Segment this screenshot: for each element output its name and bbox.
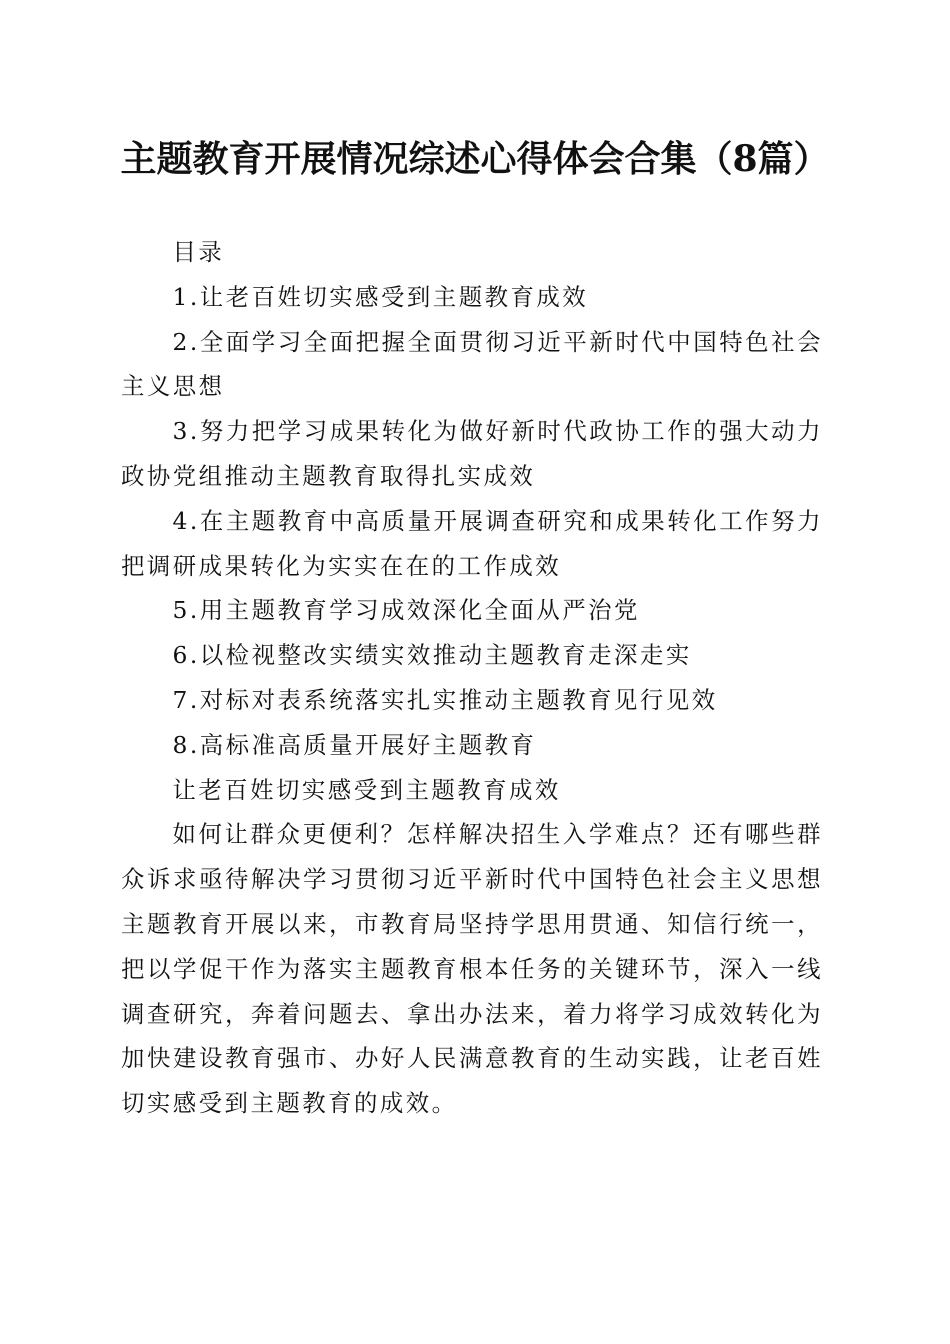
body-paragraph: 如何让群众更便利？怎样解决招生入学难点？还有哪些群众诉求亟待解决学习贯彻习近平新时代中国特色社会主义思想主题教育开展以来，市教育局坚持学思用贯通、知信行统一，把以学促干作为落实主题教育根本任务的关键环节，深入一线调查研究，奔着问题去、拿出办法来，着力将学习成效转化为加快建设教育强市、办好人民满意教育的生动实践，让老百姓切实感受到主题教育的成效。 <box>121 820 823 1118</box>
toc-item-2: 2.全面学习全面把握全面贯彻习近平新时代中国特色社会主义思想 <box>121 327 823 401</box>
toc-item-7: 7.对标对表系统落实扎实推动主题教育见行见效 <box>172 685 718 714</box>
toc-item-6: 6.以检视整改实绩实效推动主题教育走深走实 <box>172 641 692 670</box>
toc-item-1: 1.让老百姓切实感受到主题教育成效 <box>172 282 589 311</box>
toc-item-5: 5.用主题教育学习成效深化全面从严治党 <box>172 596 640 625</box>
toc-item-3: 3.努力把学习成果转化为做好新时代政协工作的强大动力政协党组推动主题教育取得扎实成效 <box>121 417 823 490</box>
document-body <box>121 230 823 1126</box>
toc-heading: 目录 <box>172 238 225 266</box>
toc-item-4: 4.在主题教育中高质量开展调查研究和成果转化工作努力把调研成果转化为实实在在的工作成效 <box>121 506 823 580</box>
document-title: 主题教育开展情况综述心得体会合集（8篇） <box>120 138 830 180</box>
toc-item-8: 8.高标准高质量开展好主题教育 <box>172 730 537 759</box>
section-heading: 让老百姓切实感受到主题教育成效 <box>172 775 561 804</box>
